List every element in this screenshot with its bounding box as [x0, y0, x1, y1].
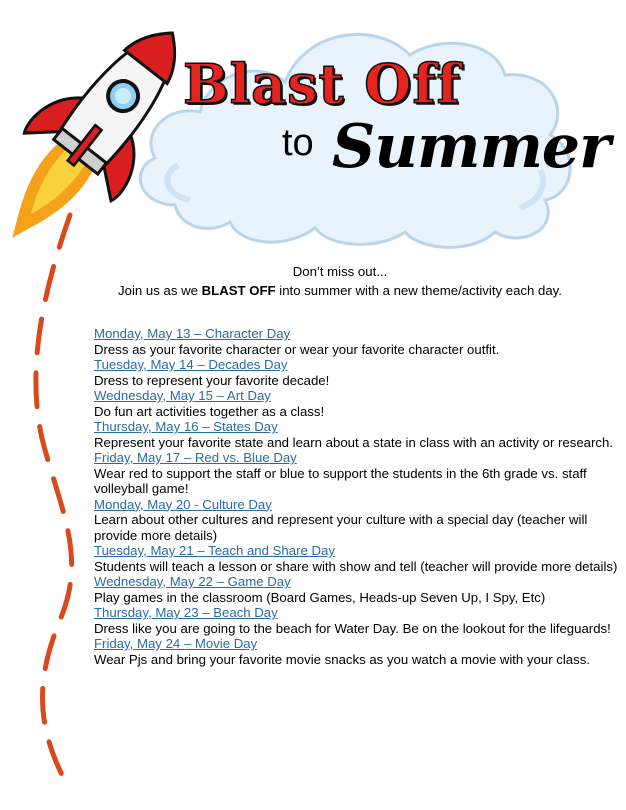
day-description: Play games in the classroom (Board Games, Heads-up Seven Up, I Spy, Etc) [94, 589, 546, 605]
title-summer: Summer [332, 112, 610, 182]
intro-line-2-start: Join us as we [118, 283, 202, 298]
day-description: Students will teach a lesson or share with show and tell (teacher will provide more details) [94, 558, 618, 574]
schedule-day [94, 450, 619, 497]
schedule-day [94, 636, 619, 667]
schedule-day [94, 419, 619, 450]
day-heading-link[interactable]: Tuesday, May 14 – Decades Day [94, 357, 288, 372]
schedule-day [94, 543, 619, 574]
intro-line-2 [60, 281, 620, 300]
schedule-day [94, 574, 619, 605]
day-description: Represent your favorite state and learn about a state in class with an activity or research. [94, 434, 613, 450]
day-heading-link[interactable]: Wednesday, May 22 – Game Day [94, 574, 291, 589]
title-blast-off: Blast Off [183, 52, 461, 116]
schedule-day [94, 326, 619, 357]
day-description: Do fun art activities together as a class! [94, 403, 325, 419]
day-heading-link[interactable]: Thursday, May 23 – Beach Day [94, 605, 278, 620]
intro-line-2-end: into summer with a new theme/activity each day. [275, 283, 562, 298]
intro-text [60, 262, 620, 300]
schedule-list [94, 326, 619, 667]
day-description: Dress to represent your favorite decade! [94, 372, 330, 388]
schedule-day [94, 388, 619, 419]
day-description: Wear Pjs and bring your favorite movie snacks as you watch a movie with your class. [94, 651, 590, 667]
day-description: Dress as your favorite character or wear your favorite character outfit. [94, 341, 500, 357]
title-to: to [282, 122, 314, 164]
day-heading-link[interactable]: Wednesday, May 15 – Art Day [94, 388, 271, 403]
day-description: Dress like you are going to the beach for Water Day. Be on the lookout for the lifeguards! [94, 620, 611, 636]
day-heading-link[interactable]: Monday, May 20 - Culture Day [94, 496, 272, 512]
day-heading-link[interactable]: Monday, May 13 – Character Day [94, 326, 291, 341]
day-description: Wear red to support the staff or blue to support the students in the 6th grade vs. staff volleyball game! [94, 465, 587, 496]
day-heading-link[interactable]: Thursday, May 16 – States Day [94, 419, 278, 434]
dashed-trail [36, 215, 72, 790]
day-description: Learn about other cultures and represent your culture with a special day (teacher will provide more details) [94, 512, 588, 543]
day-heading-link[interactable]: Tuesday, May 21 – Teach and Share Day [94, 543, 335, 558]
schedule-day [94, 357, 619, 388]
intro-line-1: Don’t miss out... [292, 264, 388, 279]
day-heading-link[interactable]: Friday, May 24 – Movie Day [94, 636, 258, 651]
intro-line-2-bold: BLAST OFF [201, 283, 276, 298]
day-heading-link[interactable]: Friday, May 17 – Red vs. Blue Day [94, 450, 297, 465]
schedule-day [94, 497, 619, 544]
schedule-day [94, 605, 619, 636]
